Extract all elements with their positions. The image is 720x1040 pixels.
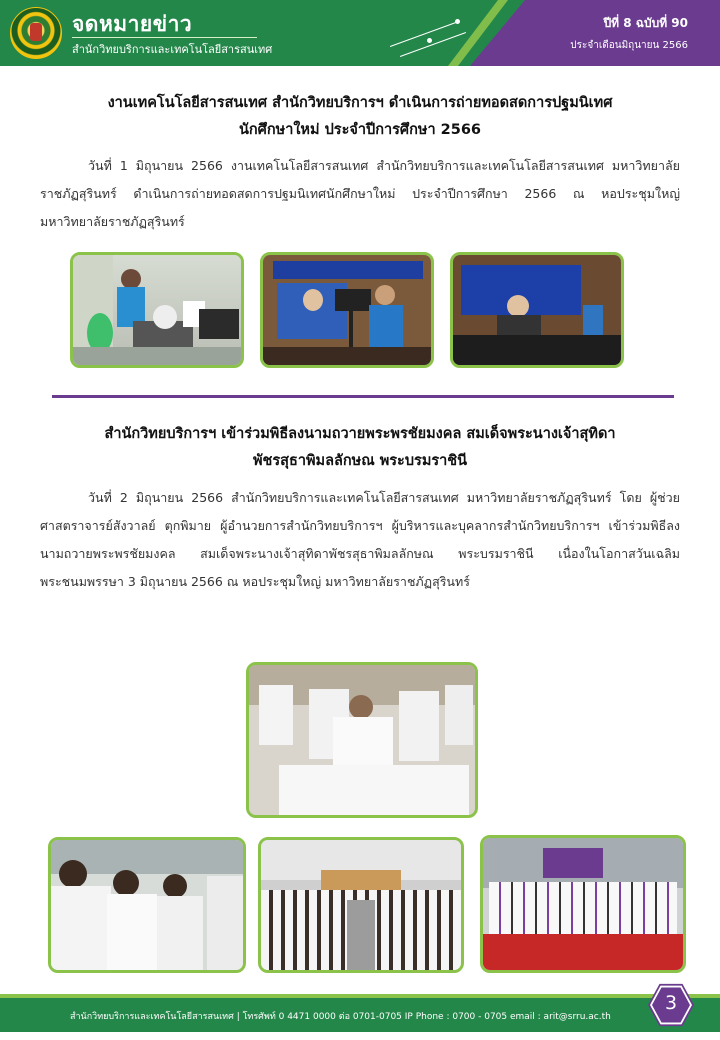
article1-title-line2: นักศึกษาใหม่ ประจำปีการศึกษา 2566 bbox=[238, 122, 482, 138]
title-underline bbox=[72, 37, 257, 38]
page-number: 3 bbox=[664, 992, 678, 1014]
article2-photo-group bbox=[480, 835, 686, 973]
article1-photo-camera-stage bbox=[260, 252, 434, 368]
article2-title-line1: สำนักวิทยบริการฯ เข้าร่วมพิธีลงนามถวายพระพรชัยมงคล สมเด็จพระนางเจ้าสุทิดา bbox=[104, 426, 616, 442]
university-logo bbox=[10, 7, 62, 59]
issue-number: ปีที่ 8 ฉบับที่ 90 bbox=[603, 16, 688, 30]
issue-month: ประจำเดือนมิถุนายน 2566 bbox=[570, 40, 688, 51]
newsletter-subtitle: สำนักวิทยบริการและเทคโนโลยีสารสนเทศ bbox=[72, 43, 273, 56]
article2-title bbox=[30, 421, 690, 475]
newsletter-title: จดหมายข่าว bbox=[72, 12, 193, 36]
article1-photo-orientation-hall bbox=[450, 252, 624, 368]
article2-photo-staff-row bbox=[48, 837, 246, 973]
header-deco-line bbox=[400, 32, 466, 57]
header-deco-line bbox=[390, 22, 456, 47]
header-deco-dot bbox=[455, 19, 460, 24]
article1-title bbox=[30, 90, 690, 144]
article2-photo-hall-audience bbox=[258, 837, 464, 973]
footer-contact: สำนักวิทยบริการและเทคโนโลยีสารสนเทศ | โทรศัพท์ 0 4471 0000 ต่อ 0701-0705 IP Phone : 0700 - 0705 email : arit@srru.ac.th bbox=[70, 1012, 611, 1022]
article2-body: วันที่ 2 มิถุนายน 2566 สำนักวิทยบริการและเทคโนโลยีสารสนเทศ มหาวิทยาลัยราชภัฏสุรินทร์ โดย ผู้ช่วยศาสตราจารย์สังวาลย์ ตุกพิมาย ผู้อำนวยการสำนักวิทยบริการฯ ผู้บริหารและบุคลากรสำนักวิทยบริการฯ เข้าร่วมพิธีลงนามถวายพระพรชัยมงคล สมเด็จพระนางเจ้าสุทิดาพัชรสุธาพิมลลักษณ พระบรมราชินี เนื่องในโอกาสวันเฉลิมพระชนมพรรษา 3 มิถุนายน 2566 ณ หอประชุมใหญ่ มหาวิทยาลัยราชภัฏสุรินทร์ bbox=[40, 490, 680, 589]
article2-title-line2: พัชรสุธาพิมลลักษณ พระบรมราชินี bbox=[252, 453, 468, 469]
section-divider bbox=[52, 395, 674, 398]
header-deco-dot bbox=[427, 38, 432, 43]
article1-body: วันที่ 1 มิถุนายน 2566 งานเทคโนโลยีสารสนเทศ สำนักวิทยบริการและเทคโนโลยีสารสนเทศ มหาวิทยาลัยราชภัฏสุรินทร์ ดำเนินการถ่ายทอดสดการปฐมนิเทศนักศึกษาใหม่ ประจำปีการศึกษา 2566 ณ หอประชุมใหญ่ มหาวิทยาลัยราชภัฏสุรินทร์ bbox=[40, 158, 680, 229]
header-banner bbox=[0, 0, 720, 66]
article2-photo-signing bbox=[246, 662, 478, 818]
article1-title-line1: งานเทคโนโลยีสารสนเทศ สำนักวิทยบริการฯ ดำเนินการถ่ายทอดสดการปฐมนิเทศ bbox=[107, 95, 613, 111]
article1-photo-control-room bbox=[70, 252, 244, 368]
header-purple-panel bbox=[470, 0, 720, 66]
